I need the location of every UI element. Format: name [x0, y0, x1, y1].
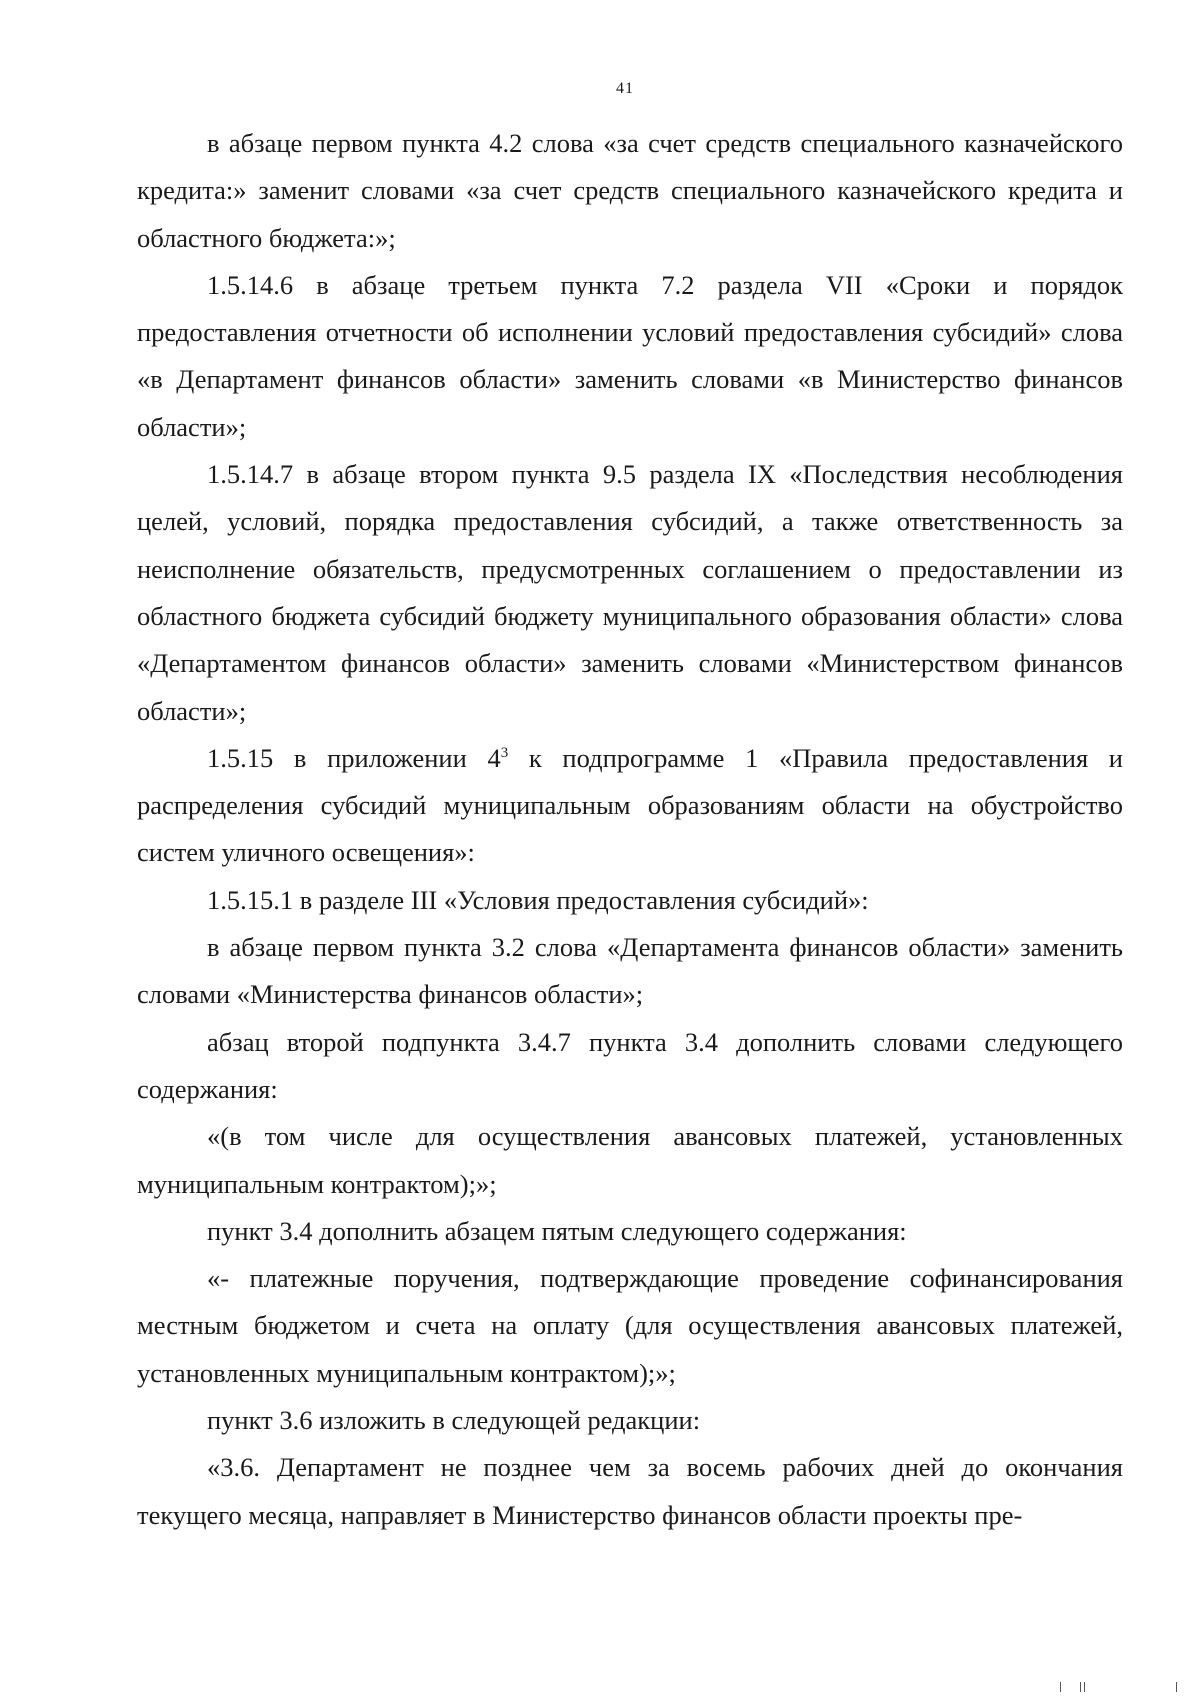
scan-artifact — [1176, 1682, 1177, 1692]
paragraph: в абзаце первом пункта 3.2 слова «Департамента финансов области» заменить словами «Министерства финансов области»; — [137, 932, 1123, 1010]
paragraph: 1.5.14.6 в абзаце третьем пункта 7.2 раздела VII «Сроки и порядок предоставления отчетности об исполнении условий предоставления субсидий» слова «в Департамент финансов области» заменить словами «в Министерство финансов области»; — [137, 269, 1123, 442]
paragraph: пункт 3.4 дополнить абзацем пятым следующего содержания: — [207, 1215, 907, 1246]
document-body — [137, 120, 1123, 1539]
paragraph: в абзаце первом пункта 4.2 слова «за счет средств специального казначейского кредита:» заменит словами «за счет средств специального казначейского кредита и областного бюджета:»; — [137, 128, 1123, 253]
scan-artifact — [1084, 1682, 1085, 1692]
page-number: 41 — [616, 80, 634, 97]
paragraph: абзац второй подпункта 3.4.7 пункта 3.4 дополнить словами следующего содержания: — [137, 1026, 1123, 1104]
paragraph: «(в том числе для осуществления авансовых платежей, установленных муниципальным контрактом);»; — [137, 1121, 1123, 1199]
paragraph: пункт 3.6 изложить в следующей редакции: — [207, 1405, 701, 1436]
paragraph-text: 1.5.15 в приложении 4 — [207, 742, 501, 773]
superscript: 3 — [500, 745, 509, 762]
scan-artifact — [1060, 1682, 1061, 1692]
paragraph: «- платежные поручения, подтверждающие проведение софинансирования местным бюджетом и счета на оплату (для осуществления авансовых платежей, установленных муниципальным контрактом);»; — [137, 1263, 1123, 1388]
paragraph — [137, 735, 1123, 877]
paragraph: 1.5.15.1 в разделе III «Условия предоставления субсидий»: — [207, 884, 869, 915]
paragraph: «3.6. Департамент не позднее чем за восемь рабочих дней до окончания текущего месяца, направляет в Министерство финансов области проекты пре- — [137, 1452, 1123, 1530]
paragraph: 1.5.14.7 в абзаце втором пункта 9.5 раздела IX «Последствия несоблюдения целей, условий, порядка предоставления субсидий, а также ответственность за неисполнение обязательств, предусмотренных соглашением о предоставлении из областного бюджета субсидий бюджету муниципального образования области» слова «Департаментом финансов области» заменить словами «Министерством финансов области»; — [137, 459, 1123, 726]
scan-artifact — [1080, 1682, 1081, 1692]
paragraph-text: к подпрограмме 1 «Правила предоставления и распределения субсидий муниципальным образованиям области на обустройство систем уличного освещения»: — [137, 742, 1123, 868]
